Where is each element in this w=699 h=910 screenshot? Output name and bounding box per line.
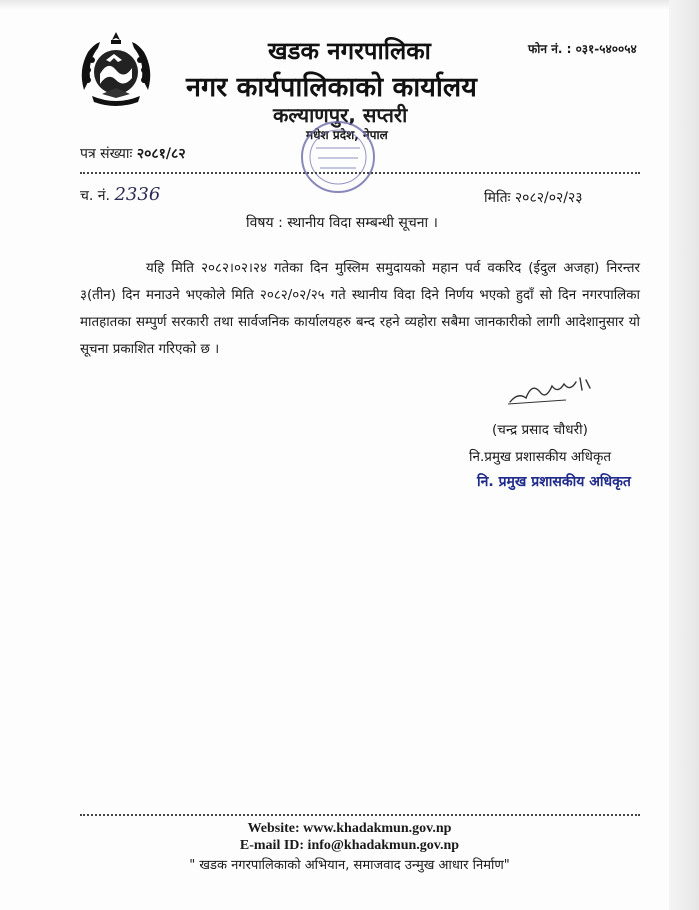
province-name: मधेश प्रदेश, नेपाल [306,128,388,142]
reference-label: पत्र संख्याः [80,146,133,162]
signer-name: (चन्द्र प्रसाद चौधरी) [492,422,588,438]
office-name: नगर कार्यपालिकाको कार्यालय [186,72,477,103]
footer-divider [80,814,640,816]
nepal-emblem-icon [76,30,156,112]
footer-email: E-mail ID: info@khadakmun.gov.np [239,838,460,853]
office-location: कल्याणपुर, सप्तरी [273,103,408,127]
header-divider [80,172,640,174]
signature-icon [506,372,596,408]
dispatch-number [80,184,160,205]
office-stamp-icon [298,118,378,196]
municipality-name: खडक नगरपालिका [268,37,431,65]
phone-number: फोन नं. : ०३१-५४००५४ [528,42,637,56]
dispatch-label: च. नं. [80,188,111,204]
footer-website: Website: www.khadakmun.gov.np [247,821,452,836]
reference-value: २०८१/८२ [136,146,186,162]
letter-date: मितिः २०८२/०२/२३ [484,190,583,206]
reference-number [80,144,186,163]
letter-body: यहि मिति २०८२।०२।२४ गतेका दिन मुस्लिम समुदायको महान पर्व वकरिद (ईदुल अजहा) निरन्तर ३(तीन) दिन मनाउने भएकोले मिति २०८२/०२/२५ गते स्थानीय विदा दिने निर्णय भएको हुदाँ सो दिन नगरपालिका मातहातका सम्पुर्ण सरकारी तथा सार्वजनिक कार्यालयहरु बन्द रहने व्यहोरा सबैमा जानकारीको लागी आदेशानुसार यो सूचना प्रकाशित गरिएको छ । [80,261,640,357]
scan-shadow-top [0,0,699,10]
footer-slogan: " खडक नगरपालिकाको अभियान, समाजवाद उन्मुख आधार निर्माण" [189,858,510,873]
scan-shadow-right [669,0,699,910]
signer-title: नि.प्रमुख प्रशासकीय अधिकृत [469,449,612,465]
dispatch-value: 2336 [114,184,161,205]
letter-subject: विषय : स्थानीय विदा सम्बन्धी सूचना । [246,215,438,231]
signer-title-stamp: नि. प्रमुख प्रशासकीय अधिकृत [477,474,631,490]
